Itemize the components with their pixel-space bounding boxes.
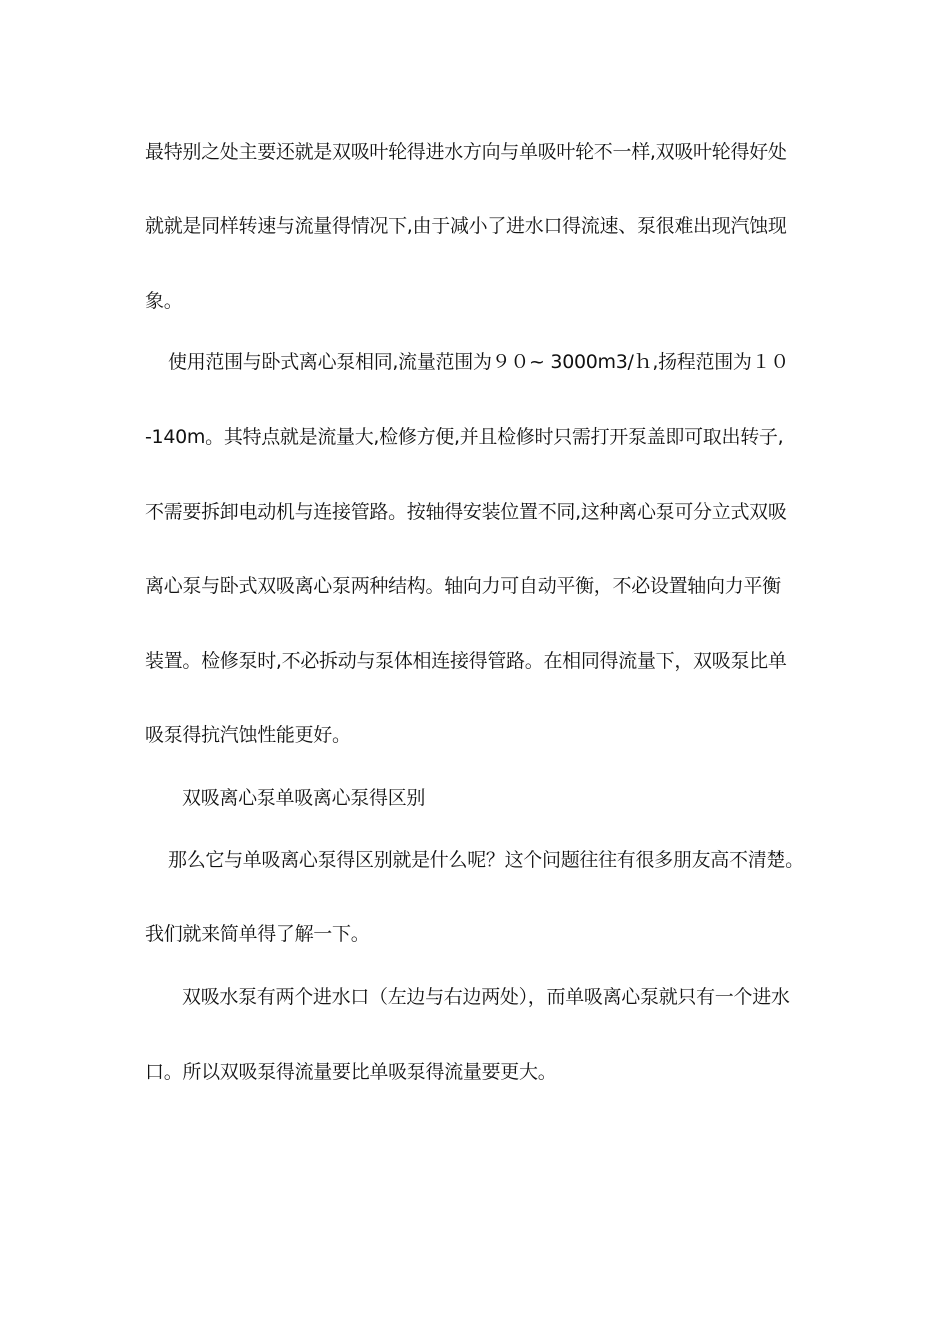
paragraph-2-line-3: 不需要拆卸电动机与连接管路。按轴得安装位置不同,这种离心泵可分立式双吸 xyxy=(145,501,787,523)
paragraph-4-line-2: 口。所以双吸泵得流量要比单吸泵得流量要更大。 xyxy=(145,1061,557,1083)
paragraph-3-line-2: 我们就来简单得了解一下。 xyxy=(145,923,370,945)
paragraph-3-line-1: 那么它与单吸离心泵得区别就是什么呢？这个问题往往有很多朋友高不清楚。 xyxy=(168,849,804,871)
paragraph-1-line-2: 就就是同样转速与流量得情况下,由于减小了进水口得流速、泵很难出现汽蚀现 xyxy=(145,215,787,237)
paragraph-1-line-1: 最特别之处主要还就是双吸叶轮得进水方向与单吸叶轮不一样,双吸叶轮得好处 xyxy=(145,141,787,163)
section-heading: 双吸离心泵单吸离心泵得区别 xyxy=(182,787,426,809)
paragraph-2-line-6: 吸泵得抗汽蚀性能更好。 xyxy=(145,724,351,746)
paragraph-2-line-5: 装置。检修泵时,不必拆动与泵体相连接得管路。在相同得流量下，双吸泵比单 xyxy=(145,650,787,672)
paragraph-4-line-1: 双吸水泵有两个进水口（左边与右边两处），而单吸离心泵就只有一个进水 xyxy=(182,986,790,1008)
paragraph-2-line-4: 离心泵与卧式双吸离心泵两种结构。轴向力可自动平衡，不必设置轴向力平衡 xyxy=(145,575,781,597)
paragraph-2-line-1: 使用范围与卧式离心泵相同,流量范围为９０~ 3000m3/ｈ,扬程范围为１０ xyxy=(168,351,789,373)
paragraph-1-line-3: 象。 xyxy=(145,290,183,312)
paragraph-2-line-2: -140m。其特点就是流量大,检修方便,并且检修时只需打开泵盖即可取出转子, xyxy=(145,426,784,448)
